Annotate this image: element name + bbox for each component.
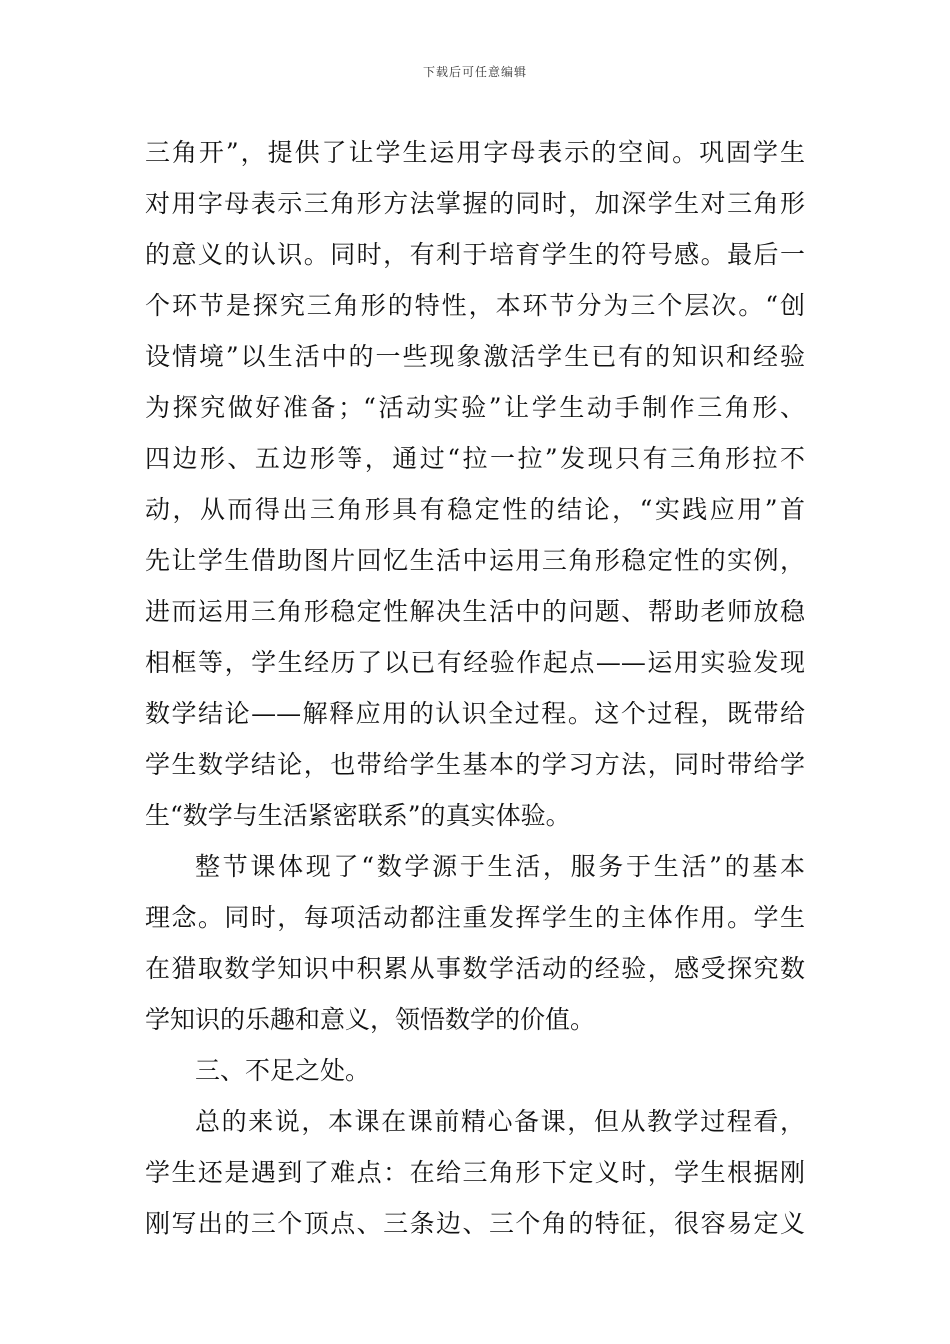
paragraph-4-line-2: 学生还是遇到了难点：在给三角形下定义时，学生根据刚 <box>145 1158 805 1187</box>
paragraph-4-line-3: 刚写出的三个顶点、三条边、三个角的特征，很容易定义 <box>145 1209 805 1238</box>
paragraph-1-line-11: 相框等，学生经历了以已有经验作起点——运用实验发现 <box>145 648 805 677</box>
paragraph-2-line-3: 在猎取数学知识中积累从事数学活动的经验，感受探究数 <box>145 954 805 983</box>
section-heading: 三、不足之处。 <box>195 1056 371 1085</box>
paragraph-1-line-8: 动，从而得出三角形具有稳定性的结论，“实践应用”首 <box>145 495 805 524</box>
paragraph-1-line-6: 为探究做好准备；“活动实验”让学生动手制作三角形、 <box>145 393 805 422</box>
page-header: 下载后可任意编辑 <box>422 65 527 79</box>
paragraph-2-line-4: 学知识的乐趣和意义，领悟数学的价值。 <box>145 1005 596 1034</box>
paragraph-2-line-2: 理念。同时，每项活动都注重发挥学生的主体作用。学生 <box>145 903 805 932</box>
paragraph-1-line-4: 个环节是探究三角形的特性，本环节分为三个层次。“创 <box>145 291 805 320</box>
paragraph-1-line-7: 四边形、五边形等，通过“拉一拉”发现只有三角形拉不 <box>145 444 805 473</box>
paragraph-1-line-2: 对用字母表示三角形方法掌握的同时，加深学生对三角形 <box>145 189 805 218</box>
document-body <box>145 127 805 1249</box>
paragraph-1-line-5: 设情境”以生活中的一些现象激活学生已有的知识和经验 <box>145 342 805 371</box>
paragraph-1-line-10: 进而运用三角形稳定性解决生活中的问题、帮助老师放稳 <box>145 597 805 626</box>
paragraph-1-line-3: 的意义的认识。同时，有利于培育学生的符号感。最后一 <box>145 240 805 269</box>
paragraph-1-line-1: 三角开”，提供了让学生运用字母表示的空间。巩固学生 <box>145 138 805 167</box>
paragraph-1-line-13: 学生数学结论，也带给学生基本的学习方法，同时带给学 <box>145 750 805 779</box>
paragraph-1-line-14: 生“数学与生活紧密联系”的真实体验。 <box>145 801 571 830</box>
paragraph-2-line-1: 整节课体现了“数学源于生活，服务于生活”的基本 <box>195 852 805 881</box>
paragraph-1-line-9: 先让学生借助图片回忆生活中运用三角形稳定性的实例， <box>145 546 805 575</box>
paragraph-1-line-12: 数学结论——解释应用的认识全过程。这个过程，既带给 <box>145 699 805 728</box>
paragraph-4-line-1: 总的来说，本课在课前精心备课，但从教学过程看， <box>195 1107 805 1136</box>
